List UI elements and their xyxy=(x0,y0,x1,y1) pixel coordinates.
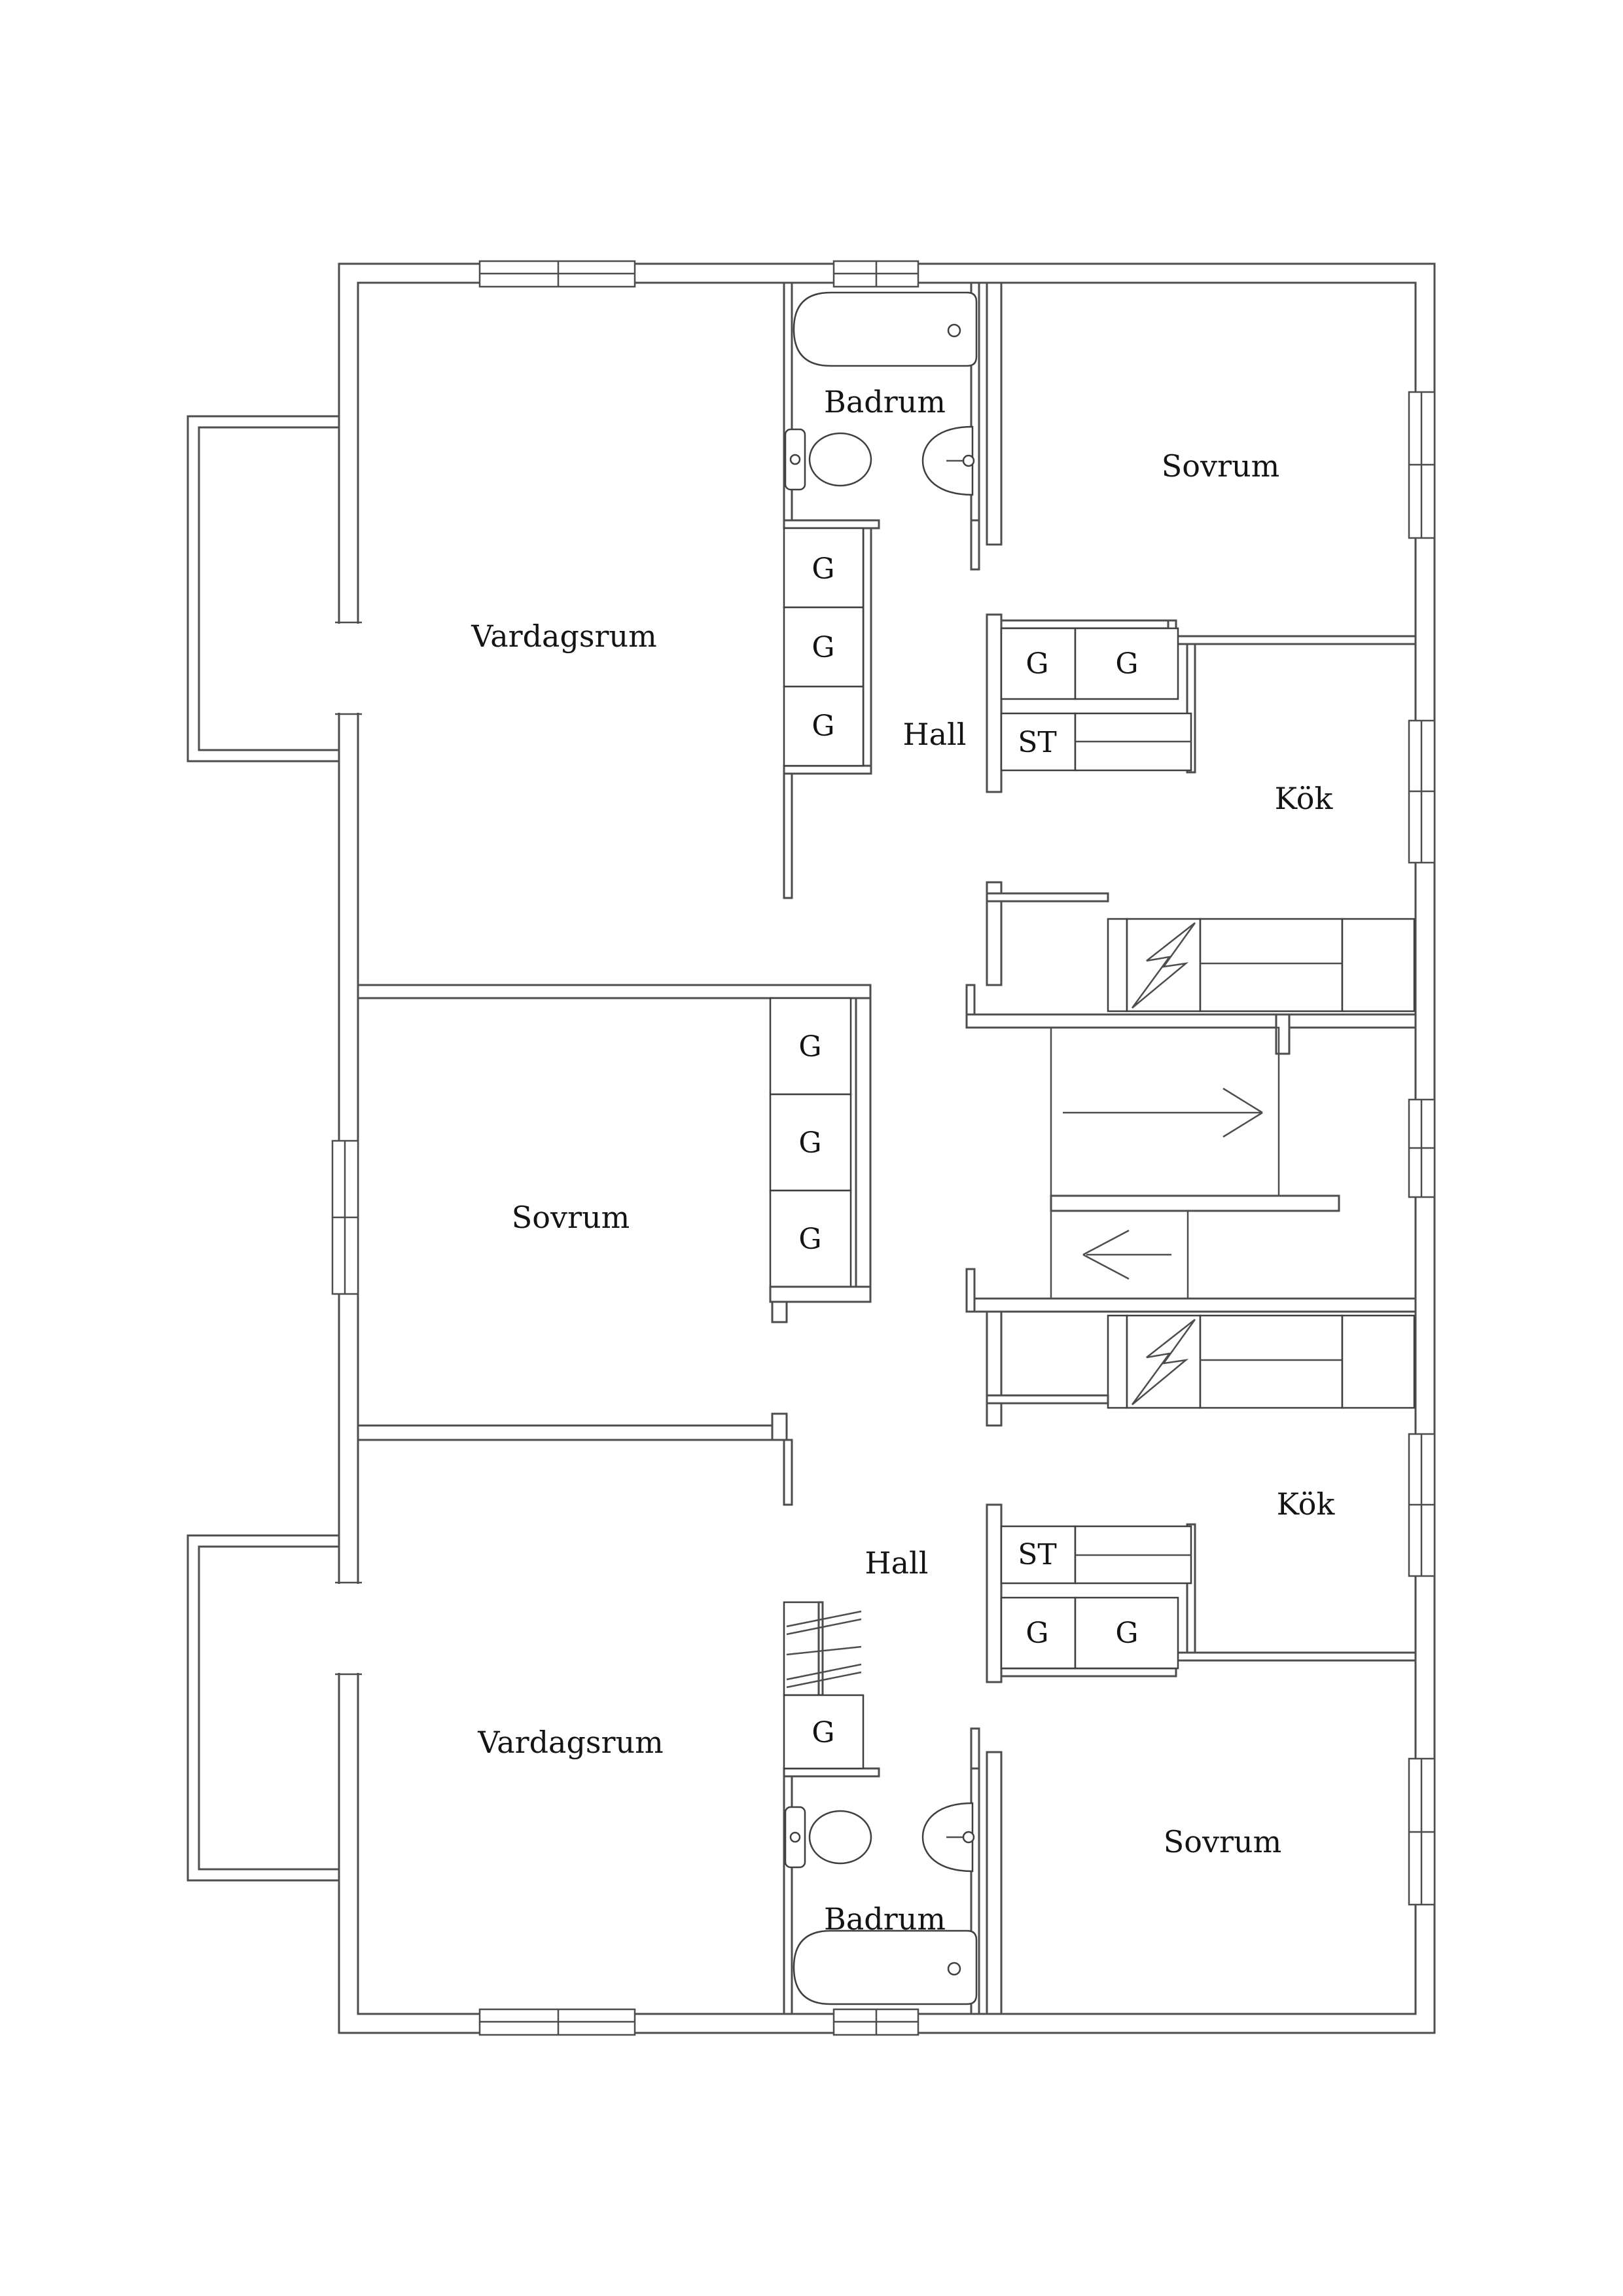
wall-segment xyxy=(784,283,792,528)
wall-segment xyxy=(987,283,1001,545)
door-opening xyxy=(335,1584,362,1673)
door-opening xyxy=(335,624,362,713)
balcony-bottom-left xyxy=(188,1535,339,1880)
closet-label-g: G xyxy=(812,709,835,743)
room-labels xyxy=(471,384,1335,1937)
closet-label-st: ST xyxy=(1018,726,1057,759)
wall-apartment-divider xyxy=(358,985,870,998)
stairwell xyxy=(967,919,1416,1408)
wall-segment xyxy=(987,1312,1001,1426)
cabinet-cell xyxy=(1342,1316,1414,1408)
bathtub-drain xyxy=(948,325,960,336)
wall-segment xyxy=(987,893,1108,901)
exterior-walls xyxy=(339,264,1435,2033)
balcony-door-bottom xyxy=(335,1583,362,1674)
wall-segment xyxy=(784,766,871,774)
balcony-inner-rail xyxy=(199,427,339,750)
wall-segment xyxy=(987,1395,1108,1403)
counter xyxy=(1200,919,1342,1011)
balcony-door-top xyxy=(335,622,362,714)
room-label-sovrum-middle: Sovrum xyxy=(511,1200,630,1235)
wall-stair-top xyxy=(967,1014,1276,1028)
wall-stair-bottom xyxy=(967,1299,1416,1312)
room-label-sovrum-top: Sovrum xyxy=(1161,448,1280,484)
room-label-badrum-bottom: Badrum xyxy=(824,1901,946,1937)
stair-arrow-up-head xyxy=(1223,1113,1262,1137)
wall-segment xyxy=(784,520,879,528)
wall-segment xyxy=(987,1752,1001,2014)
wall-segment xyxy=(856,998,870,1287)
toilet-bowl-icon xyxy=(810,1811,871,1863)
wall-segment xyxy=(772,1414,787,1440)
closet-label-g: G xyxy=(798,1223,822,1256)
sink-faucet xyxy=(963,456,974,466)
closet-label-g: G xyxy=(812,1716,835,1749)
exterior-wall-outer xyxy=(339,264,1435,2033)
closet-label-g: G xyxy=(812,552,835,586)
balcony-outer-rail xyxy=(188,1535,339,1880)
windows-right-wall xyxy=(1409,392,1435,1905)
balcony-top-left xyxy=(188,416,339,761)
wall-segment xyxy=(863,528,871,774)
closet-label-g: G xyxy=(1026,1617,1049,1650)
sink-faucet xyxy=(963,1832,974,1842)
stair-arrow-down-head xyxy=(1083,1230,1129,1255)
hatched-shelf-unit xyxy=(784,1602,861,1695)
room-label-kok-bottom: Kök xyxy=(1276,1486,1335,1522)
window-left-wall-middle-sovrum xyxy=(332,1141,358,1294)
wall-segment xyxy=(784,1768,879,1776)
bathtub-drain xyxy=(948,1963,960,1975)
wall-segment xyxy=(1176,1653,1416,1660)
wall-segment xyxy=(1176,636,1416,644)
closet-label-g: G xyxy=(798,1030,822,1064)
room-label-hall-bottom: Hall xyxy=(865,1545,929,1581)
room-label-hall-top: Hall xyxy=(902,717,967,752)
balcony-inner-rail xyxy=(199,1547,339,1869)
toilet-bowl-icon xyxy=(810,433,871,486)
closet-label-g: G xyxy=(1115,1617,1139,1650)
wall-segment xyxy=(772,1302,787,1322)
wall-segment xyxy=(784,774,792,898)
closet-label-g: G xyxy=(812,631,835,664)
wall-segment xyxy=(1001,1668,1176,1676)
wall-segment xyxy=(967,1269,974,1312)
closet-label-g: G xyxy=(1026,647,1049,681)
closet-label-g: G xyxy=(798,1126,822,1160)
cabinet-cell xyxy=(1342,919,1414,1011)
toilet-flush-button xyxy=(791,1833,800,1842)
wall-half-landing xyxy=(1051,1196,1339,1211)
toilet-flush-button xyxy=(791,455,800,464)
stair-arrow-up-head xyxy=(1223,1088,1262,1113)
counter xyxy=(1200,1316,1342,1408)
balcony-outer-rail xyxy=(188,416,339,761)
room-label-kok-top: Kök xyxy=(1274,781,1333,816)
room-label-vardagsrum-top: Vardagsrum xyxy=(471,619,657,654)
room-label-vardagsrum-bottom: Vardagsrum xyxy=(478,1725,664,1760)
wall-segment xyxy=(971,520,979,569)
wall-segment xyxy=(987,1505,1001,1682)
wall-segment xyxy=(1001,620,1176,628)
wall-segment xyxy=(971,1729,979,1768)
wall-stair-top xyxy=(1289,1014,1416,1028)
wall-segment xyxy=(784,1440,792,1505)
room-label-sovrum-bottom: Sovrum xyxy=(1163,1824,1282,1859)
closet-label-g: G xyxy=(1115,647,1139,681)
stair-flight-up xyxy=(1051,1028,1279,1196)
wall-segment xyxy=(987,615,1001,792)
wall-apartment-divider xyxy=(358,1426,772,1440)
wall-segment xyxy=(770,1287,870,1302)
cabinet-cell xyxy=(1108,919,1127,1011)
stair-arrow-down-head xyxy=(1083,1255,1129,1279)
cabinet-cell xyxy=(1108,1316,1127,1408)
closet-label-st: ST xyxy=(1018,1538,1057,1571)
room-label-badrum-top: Badrum xyxy=(824,384,946,420)
